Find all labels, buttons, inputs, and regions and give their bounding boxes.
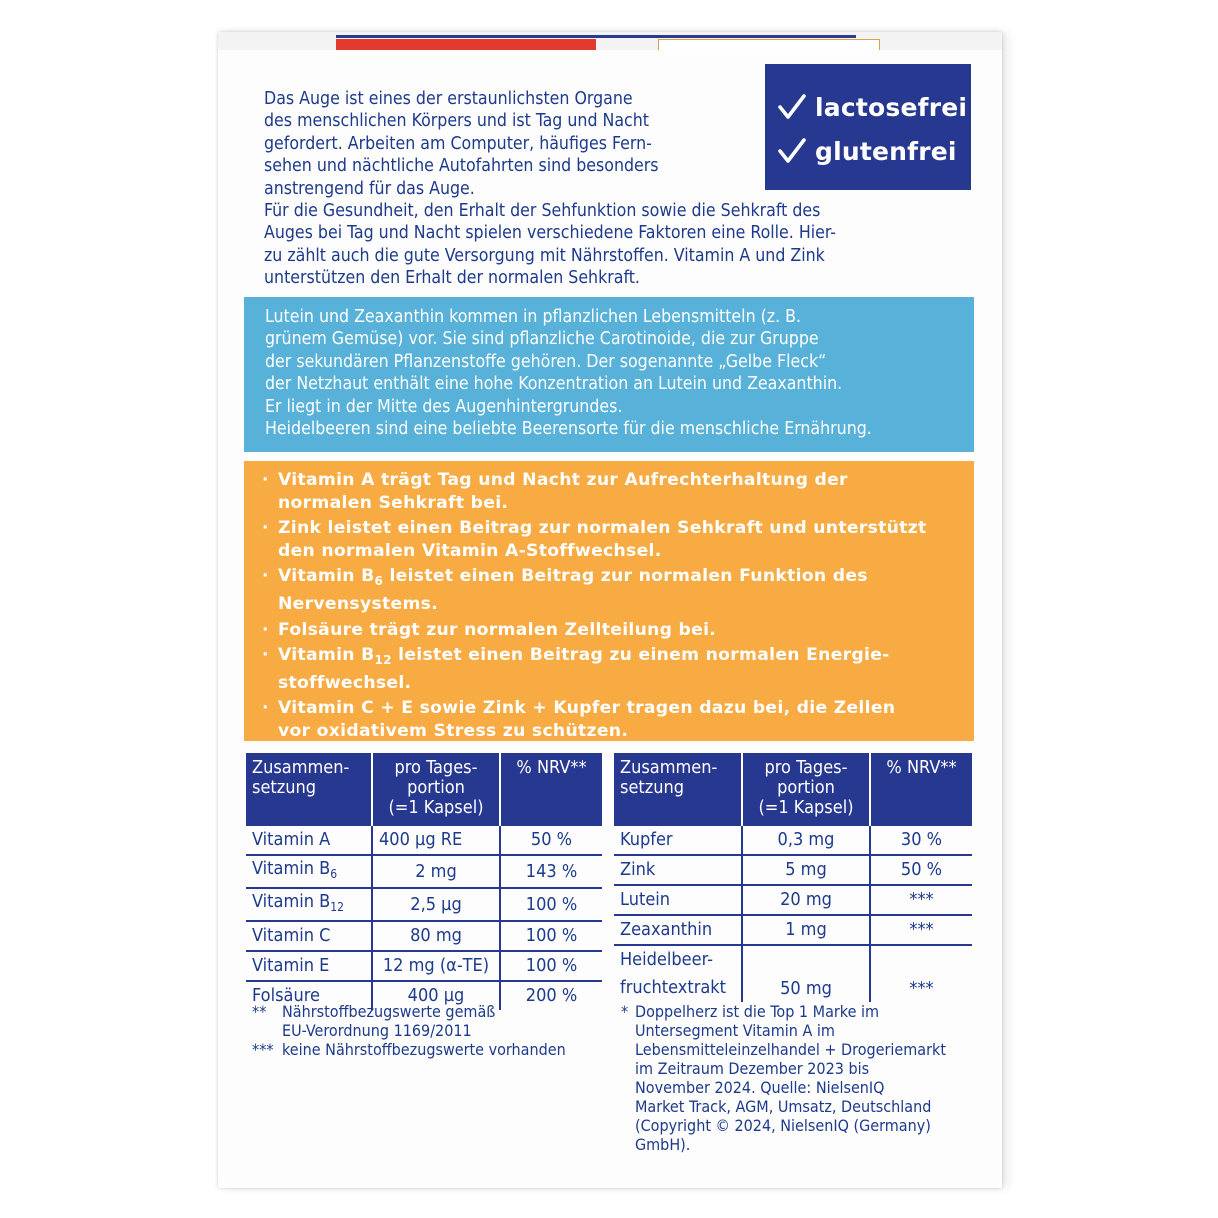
top-flap-strip	[218, 32, 1002, 50]
footnote-nrv: ** Nährstoffbezugswerte gemäß EU-Verordnung 1169/2011	[252, 1002, 496, 1040]
table-row: Vitamin A 400 µg RE 50 %	[246, 826, 602, 855]
intro-line: gefordert. Arbeiten am Computer, häufiges Fern-	[264, 133, 652, 154]
table-row: Zeaxanthin 1 mg ***	[614, 915, 972, 945]
intro-text	[264, 88, 964, 290]
intro-line: Für die Gesundheit, den Erhalt der Sehfunktion sowie die Sehkraft des	[264, 201, 821, 222]
header-composition: Zusammen- setzung	[246, 753, 372, 826]
table-row: Kupfer 0,3 mg 30 %	[614, 826, 972, 855]
table-row: Heidelbeer- fruchtextrakt 50 mg ***	[614, 945, 972, 1002]
claims-list	[260, 469, 960, 746]
intro-line: zu zählt auch die gute Versorgung mit Nährstoffen. Vitamin A und Zink	[264, 245, 825, 266]
footnotes-left	[252, 1002, 612, 1059]
intro-line: unterstützen den Erhalt der normalen Sehkraft.	[264, 268, 640, 289]
nutrition-table-left	[246, 753, 602, 1010]
table-row: Vitamin $B_{12}$ 2,5 µg 100 %	[246, 888, 602, 921]
header-nrv: % NRV**	[870, 753, 972, 826]
header-nrv: % NRV**	[500, 753, 602, 826]
intro-line: des menschlichen Körpers und ist Tag und Nacht	[264, 111, 649, 132]
claim-vitamin-a: · Vitamin A trägt Tag und Nacht zur Aufrechterhaltung der normalen Sehkraft bei.	[262, 470, 848, 513]
badge-item-lactose: lactosefrei	[765, 88, 971, 126]
carotenoid-info-box: Lutein und Zeaxanthin kommen in pflanzlichen Lebensmitteln (z. B. grünem Gemüse) vor. Sie sind pflanzliche Carotinoide, die zur Gruppe der sekundären Pflanzenstoffe gehören. Der sogenannte „Gelbe Fleck“ der Netzhaut enthält eine hohe Konzentration an Lutein und Zeaxanthin. Er liegt in der Mitte des Augenhintergrundes. Heidelbeeren sind eine beliebte Beerensorte für die menschliche Ernährung.	[244, 297, 974, 452]
claim-zink: · Zink leistet einen Beitrag zur normalen Sehkraft und unterstützt den normalen Vitamin A-Stoffwechsel.	[262, 518, 927, 561]
table-row: Vitamin C 80 mg 100 %	[246, 921, 602, 951]
intro-line: Das Auge ist eines der erstaunlichsten Organe	[264, 89, 633, 109]
footnote-no-nrv: *** keine Nährstoffbezugswerte vorhanden	[252, 1040, 566, 1059]
header-daily-portion: pro Tages- portion (=1 Kapsel)	[742, 753, 870, 826]
badge-item-gluten: glutenfrei	[765, 132, 971, 170]
table-row: Vitamin E 12 mg (α-TE) 100 %	[246, 951, 602, 981]
health-claims-box	[244, 461, 974, 741]
nutrition-table-right	[614, 753, 972, 1002]
table-row: Lutein 20 mg ***	[614, 885, 972, 915]
intro-line: sehen und nächtliche Autofahrten sind besonders	[264, 156, 659, 177]
table-row: Zink 5 mg 50 %	[614, 855, 972, 885]
claim-vitamin-b6: · Vitamin $B_6$ leistet einen Beitrag zur normalen Funktion des Nervensystems.	[262, 566, 868, 614]
table-row: Folsäure 400 µg 200 %	[246, 981, 602, 1010]
package-back	[218, 32, 1002, 1188]
table-row: Vitamin $B_6$ 2 mg 143 %	[246, 855, 602, 888]
claim-folsaeure: · Folsäure trägt zur normalen Zellteilung bei.	[262, 619, 717, 640]
intro-line: Auges bei Tag und Nacht spielen verschiedene Faktoren eine Rolle. Hier-	[264, 223, 836, 244]
header-daily-portion: pro Tages- portion (=1 Kapsel)	[372, 753, 500, 826]
intro-line: anstrengend für das Auge.	[264, 178, 475, 199]
claim-antioxidant: · Vitamin C + E sowie Zink + Kupfer tragen dazu bei, die Zellen vor oxidativem Stress zu schützen.	[262, 698, 896, 741]
footnote-right: * Doppelherz ist die Top 1 Marke im Untersegment Vitamin A im Lebensmitteleinzelhandel + Drogeriemarkt im Zeitraum Dezember 2023 bis November 2024. Quelle: NielsenIQ Market Track, AGM, Umsatz, Deutschland (Copyright © 2024, NielsenIQ (Germany) GmbH).	[621, 1002, 947, 1154]
claim-vitamin-b12: · Vitamin $B_{12}$ leistet einen Beitrag zu einem normalen Energie- stoffwechsel.	[262, 645, 890, 693]
header-composition: Zusammen- setzung	[614, 753, 742, 826]
